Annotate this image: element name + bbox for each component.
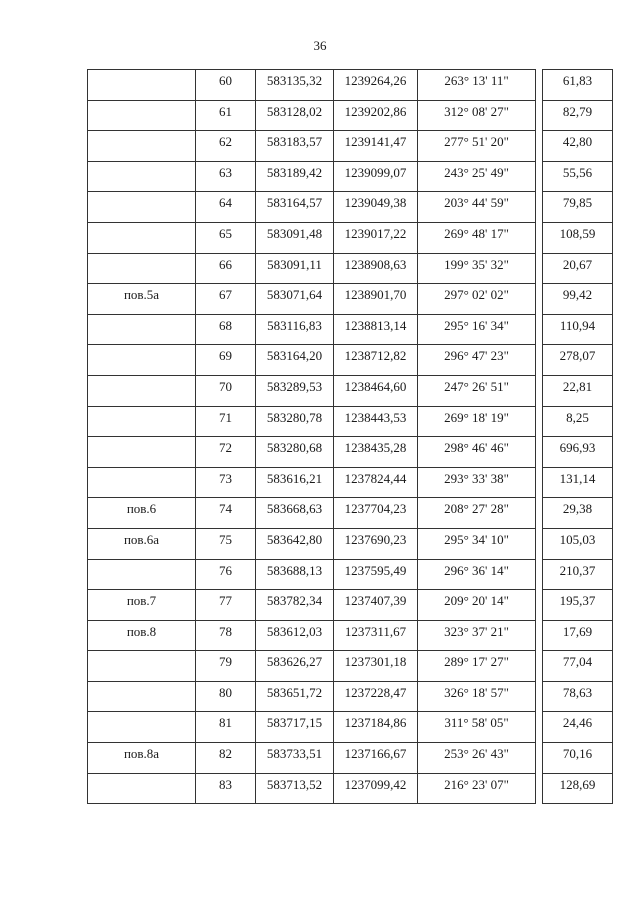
distance-cell: 79,85 bbox=[543, 192, 613, 223]
y-coordinate-cell: 1239099,07 bbox=[334, 161, 418, 192]
table-row bbox=[88, 528, 613, 559]
x-coordinate-cell: 583164,57 bbox=[256, 192, 334, 223]
turn-label-cell bbox=[88, 314, 196, 345]
y-coordinate-cell: 1237184,86 bbox=[334, 712, 418, 743]
point-number-cell: 72 bbox=[196, 437, 256, 468]
x-coordinate-cell: 583128,02 bbox=[256, 100, 334, 131]
direction-angle-cell: 269° 18' 19" bbox=[418, 406, 536, 437]
direction-angle-cell: 209° 20' 14" bbox=[418, 590, 536, 621]
turn-label-cell bbox=[88, 773, 196, 804]
x-coordinate-cell: 583612,03 bbox=[256, 620, 334, 651]
y-coordinate-cell: 1237824,44 bbox=[334, 467, 418, 498]
column-gap bbox=[536, 284, 543, 315]
table-row bbox=[88, 284, 613, 315]
direction-angle-cell: 326° 18' 57" bbox=[418, 681, 536, 712]
turn-label-cell bbox=[88, 345, 196, 376]
turn-label-cell bbox=[88, 559, 196, 590]
column-gap bbox=[536, 131, 543, 162]
distance-cell: 210,37 bbox=[543, 559, 613, 590]
direction-angle-cell: 295° 34' 10" bbox=[418, 528, 536, 559]
point-number-cell: 64 bbox=[196, 192, 256, 223]
turn-label-cell: пов.8а bbox=[88, 743, 196, 774]
direction-angle-cell: 297° 02' 02" bbox=[418, 284, 536, 315]
direction-angle-cell: 293° 33' 38" bbox=[418, 467, 536, 498]
distance-cell: 108,59 bbox=[543, 222, 613, 253]
y-coordinate-cell: 1238443,53 bbox=[334, 406, 418, 437]
point-number-cell: 77 bbox=[196, 590, 256, 621]
table-row bbox=[88, 192, 613, 223]
y-coordinate-cell: 1238901,70 bbox=[334, 284, 418, 315]
x-coordinate-cell: 583668,63 bbox=[256, 498, 334, 529]
point-number-cell: 73 bbox=[196, 467, 256, 498]
column-gap bbox=[536, 161, 543, 192]
point-number-cell: 70 bbox=[196, 375, 256, 406]
y-coordinate-cell: 1238464,60 bbox=[334, 375, 418, 406]
column-gap bbox=[536, 345, 543, 376]
x-coordinate-cell: 583626,27 bbox=[256, 651, 334, 682]
turn-label-cell bbox=[88, 222, 196, 253]
table-row bbox=[88, 70, 613, 101]
direction-angle-cell: 243° 25' 49" bbox=[418, 161, 536, 192]
table-row bbox=[88, 620, 613, 651]
direction-angle-cell: 253° 26' 43" bbox=[418, 743, 536, 774]
column-gap bbox=[536, 773, 543, 804]
distance-cell: 128,69 bbox=[543, 773, 613, 804]
column-gap bbox=[536, 100, 543, 131]
x-coordinate-cell: 583713,52 bbox=[256, 773, 334, 804]
point-number-cell: 78 bbox=[196, 620, 256, 651]
point-number-cell: 83 bbox=[196, 773, 256, 804]
table-row bbox=[88, 773, 613, 804]
distance-cell: 42,80 bbox=[543, 131, 613, 162]
point-number-cell: 68 bbox=[196, 314, 256, 345]
column-gap bbox=[536, 467, 543, 498]
column-gap bbox=[536, 314, 543, 345]
column-gap bbox=[536, 498, 543, 529]
table-row bbox=[88, 131, 613, 162]
direction-angle-cell: 296° 47' 23" bbox=[418, 345, 536, 376]
x-coordinate-cell: 583164,20 bbox=[256, 345, 334, 376]
column-gap bbox=[536, 620, 543, 651]
turn-label-cell bbox=[88, 100, 196, 131]
direction-angle-cell: 263° 13' 11" bbox=[418, 70, 536, 101]
distance-cell: 17,69 bbox=[543, 620, 613, 651]
x-coordinate-cell: 583642,80 bbox=[256, 528, 334, 559]
column-gap bbox=[536, 406, 543, 437]
x-coordinate-cell: 583651,72 bbox=[256, 681, 334, 712]
direction-angle-cell: 298° 46' 46" bbox=[418, 437, 536, 468]
distance-cell: 70,16 bbox=[543, 743, 613, 774]
distance-cell: 24,46 bbox=[543, 712, 613, 743]
y-coordinate-cell: 1237301,18 bbox=[334, 651, 418, 682]
column-gap bbox=[536, 681, 543, 712]
y-coordinate-cell: 1239049,38 bbox=[334, 192, 418, 223]
turn-label-cell: пов.5а bbox=[88, 284, 196, 315]
point-number-cell: 76 bbox=[196, 559, 256, 590]
table-row bbox=[88, 100, 613, 131]
distance-cell: 131,14 bbox=[543, 467, 613, 498]
x-coordinate-cell: 583189,42 bbox=[256, 161, 334, 192]
y-coordinate-cell: 1237311,67 bbox=[334, 620, 418, 651]
y-coordinate-cell: 1239202,86 bbox=[334, 100, 418, 131]
turn-label-cell bbox=[88, 192, 196, 223]
turn-label-cell: пов.7 bbox=[88, 590, 196, 621]
turn-label-cell bbox=[88, 437, 196, 468]
y-coordinate-cell: 1238908,63 bbox=[334, 253, 418, 284]
direction-angle-cell: 199° 35' 32" bbox=[418, 253, 536, 284]
y-coordinate-cell: 1237099,42 bbox=[334, 773, 418, 804]
point-number-cell: 60 bbox=[196, 70, 256, 101]
table-row bbox=[88, 590, 613, 621]
x-coordinate-cell: 583280,68 bbox=[256, 437, 334, 468]
point-number-cell: 63 bbox=[196, 161, 256, 192]
column-gap bbox=[536, 253, 543, 284]
table-row bbox=[88, 712, 613, 743]
x-coordinate-cell: 583091,11 bbox=[256, 253, 334, 284]
point-number-cell: 74 bbox=[196, 498, 256, 529]
table-row bbox=[88, 406, 613, 437]
distance-cell: 696,93 bbox=[543, 437, 613, 468]
table-row bbox=[88, 222, 613, 253]
distance-cell: 20,67 bbox=[543, 253, 613, 284]
distance-cell: 8,25 bbox=[543, 406, 613, 437]
direction-angle-cell: 208° 27' 28" bbox=[418, 498, 536, 529]
distance-cell: 61,83 bbox=[543, 70, 613, 101]
turn-label-cell bbox=[88, 406, 196, 437]
coordinates-table bbox=[87, 69, 613, 804]
x-coordinate-cell: 583116,83 bbox=[256, 314, 334, 345]
turn-label-cell bbox=[88, 712, 196, 743]
distance-cell: 77,04 bbox=[543, 651, 613, 682]
turn-label-cell bbox=[88, 253, 196, 284]
table-row bbox=[88, 437, 613, 468]
table-row bbox=[88, 559, 613, 590]
turn-label-cell bbox=[88, 467, 196, 498]
y-coordinate-cell: 1237704,23 bbox=[334, 498, 418, 529]
column-gap bbox=[536, 743, 543, 774]
point-number-cell: 81 bbox=[196, 712, 256, 743]
distance-cell: 105,03 bbox=[543, 528, 613, 559]
turn-label-cell: пов.6а bbox=[88, 528, 196, 559]
y-coordinate-cell: 1238813,14 bbox=[334, 314, 418, 345]
y-coordinate-cell: 1238435,28 bbox=[334, 437, 418, 468]
x-coordinate-cell: 583071,64 bbox=[256, 284, 334, 315]
x-coordinate-cell: 583280,78 bbox=[256, 406, 334, 437]
y-coordinate-cell: 1237407,39 bbox=[334, 590, 418, 621]
table-row bbox=[88, 743, 613, 774]
column-gap bbox=[536, 651, 543, 682]
distance-cell: 82,79 bbox=[543, 100, 613, 131]
direction-angle-cell: 289° 17' 27" bbox=[418, 651, 536, 682]
y-coordinate-cell: 1239141,47 bbox=[334, 131, 418, 162]
column-gap bbox=[536, 222, 543, 253]
point-number-cell: 71 bbox=[196, 406, 256, 437]
direction-angle-cell: 296° 36' 14" bbox=[418, 559, 536, 590]
direction-angle-cell: 203° 44' 59" bbox=[418, 192, 536, 223]
turn-label-cell bbox=[88, 70, 196, 101]
turn-label-cell: пов.6 bbox=[88, 498, 196, 529]
point-number-cell: 65 bbox=[196, 222, 256, 253]
y-coordinate-cell: 1237595,49 bbox=[334, 559, 418, 590]
column-gap bbox=[536, 712, 543, 743]
direction-angle-cell: 311° 58' 05" bbox=[418, 712, 536, 743]
x-coordinate-cell: 583688,13 bbox=[256, 559, 334, 590]
x-coordinate-cell: 583782,34 bbox=[256, 590, 334, 621]
distance-cell: 195,37 bbox=[543, 590, 613, 621]
column-gap bbox=[536, 528, 543, 559]
table-row bbox=[88, 651, 613, 682]
direction-angle-cell: 247° 26' 51" bbox=[418, 375, 536, 406]
table-row bbox=[88, 467, 613, 498]
point-number-cell: 61 bbox=[196, 100, 256, 131]
x-coordinate-cell: 583091,48 bbox=[256, 222, 334, 253]
y-coordinate-cell: 1237228,47 bbox=[334, 681, 418, 712]
distance-cell: 99,42 bbox=[543, 284, 613, 315]
point-number-cell: 82 bbox=[196, 743, 256, 774]
column-gap bbox=[536, 559, 543, 590]
direction-angle-cell: 295° 16' 34" bbox=[418, 314, 536, 345]
point-number-cell: 75 bbox=[196, 528, 256, 559]
turn-label-cell: пов.8 bbox=[88, 620, 196, 651]
table-row bbox=[88, 681, 613, 712]
distance-cell: 78,63 bbox=[543, 681, 613, 712]
table-row bbox=[88, 345, 613, 376]
direction-angle-cell: 216° 23' 07" bbox=[418, 773, 536, 804]
x-coordinate-cell: 583717,15 bbox=[256, 712, 334, 743]
x-coordinate-cell: 583616,21 bbox=[256, 467, 334, 498]
column-gap bbox=[536, 437, 543, 468]
direction-angle-cell: 277° 51' 20" bbox=[418, 131, 536, 162]
x-coordinate-cell: 583289,53 bbox=[256, 375, 334, 406]
x-coordinate-cell: 583183,57 bbox=[256, 131, 334, 162]
table-row bbox=[88, 161, 613, 192]
turn-label-cell bbox=[88, 375, 196, 406]
table-row bbox=[88, 375, 613, 406]
table-row bbox=[88, 253, 613, 284]
distance-cell: 29,38 bbox=[543, 498, 613, 529]
distance-cell: 55,56 bbox=[543, 161, 613, 192]
point-number-cell: 62 bbox=[196, 131, 256, 162]
x-coordinate-cell: 583733,51 bbox=[256, 743, 334, 774]
point-number-cell: 66 bbox=[196, 253, 256, 284]
page-number: 36 bbox=[313, 38, 327, 53]
turn-label-cell bbox=[88, 651, 196, 682]
column-gap bbox=[536, 590, 543, 621]
distance-cell: 278,07 bbox=[543, 345, 613, 376]
direction-angle-cell: 312° 08' 27" bbox=[418, 100, 536, 131]
distance-cell: 22,81 bbox=[543, 375, 613, 406]
y-coordinate-cell: 1237166,67 bbox=[334, 743, 418, 774]
distance-cell: 110,94 bbox=[543, 314, 613, 345]
y-coordinate-cell: 1239264,26 bbox=[334, 70, 418, 101]
point-number-cell: 69 bbox=[196, 345, 256, 376]
y-coordinate-cell: 1237690,23 bbox=[334, 528, 418, 559]
y-coordinate-cell: 1238712,82 bbox=[334, 345, 418, 376]
column-gap bbox=[536, 70, 543, 101]
direction-angle-cell: 323° 37' 21" bbox=[418, 620, 536, 651]
direction-angle-cell: 269° 48' 17" bbox=[418, 222, 536, 253]
table-row bbox=[88, 314, 613, 345]
point-number-cell: 79 bbox=[196, 651, 256, 682]
turn-label-cell bbox=[88, 131, 196, 162]
x-coordinate-cell: 583135,32 bbox=[256, 70, 334, 101]
y-coordinate-cell: 1239017,22 bbox=[334, 222, 418, 253]
table-body bbox=[88, 70, 613, 804]
column-gap bbox=[536, 192, 543, 223]
turn-label-cell bbox=[88, 681, 196, 712]
point-number-cell: 67 bbox=[196, 284, 256, 315]
column-gap bbox=[536, 375, 543, 406]
turn-label-cell bbox=[88, 161, 196, 192]
table-row bbox=[88, 498, 613, 529]
point-number-cell: 80 bbox=[196, 681, 256, 712]
